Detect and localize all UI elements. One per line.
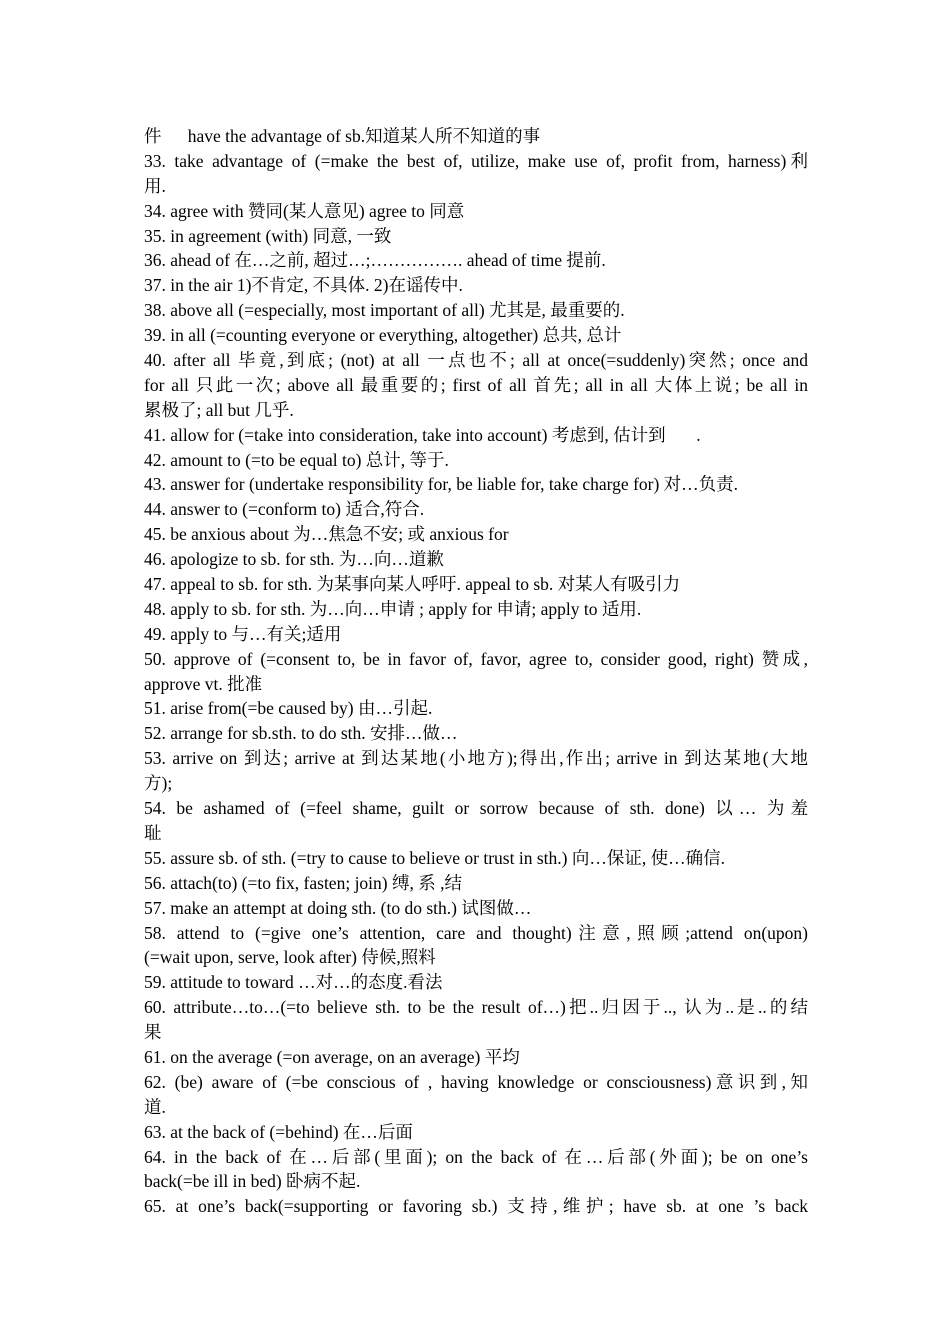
text-line: 58. attend to (=give one’s attention, care and thought)注意,照顾;attend on(upon) (144, 922, 808, 943)
text-line: 45. be anxious about 为…焦急不安; 或 anxious for (144, 524, 509, 545)
text-line: 51. arise from(=be caused by) 由…引起. (144, 698, 433, 719)
text-line: for all 只此一次; above all 最重要的; first of all 首先; all in all 大体上说; be all in (144, 374, 808, 395)
text-line: 方); (144, 773, 173, 794)
text-line: 33. take advantage of (=make the best of, utilize, make use of, profit from, harness)利 (144, 150, 808, 171)
text-line: 43. answer for (undertake responsibility for, be liable for, take charge for) 对…负责. (144, 474, 739, 495)
text-line: 60. attribute…to…(=to believe sth. to be the result of…)把..归因于.., 认为..是..的结 (144, 997, 808, 1018)
text-line: 果 (144, 1022, 162, 1043)
text-line: 52. arrange for sb.sth. to do sth. 安排…做… (144, 723, 458, 744)
vocabulary-list (144, 124, 808, 1219)
text-line: 50. approve of (=consent to, be in favor of, favor, agree to, consider good, right) 赞成, (144, 648, 808, 669)
text-line: 59. attitude to toward …对…的态度.看法 (144, 972, 443, 993)
text-line: 累极了; all but 几乎. (144, 399, 294, 420)
text-line: 39. in all (=counting everyone or everything, altogether) 总共, 总计 (144, 325, 622, 346)
text-line: 35. in agreement (with) 同意, 一致 (144, 225, 392, 246)
text-line: 40. after all 毕竟,到底; (not) at all 一点也不; all at once(=suddenly)突然; once and (144, 350, 808, 371)
text-line: 36. ahead of 在…之前, 超过…;……………. ahead of time 提前. (144, 250, 606, 271)
text-line: 48. apply to sb. for sth. 为…向…申请 ; apply for 申请; apply to 适用. (144, 598, 642, 619)
text-line: 37. in the air 1)不肯定, 不具体. 2)在谣传中. (144, 275, 463, 296)
text-line: 47. appeal to sb. for sth. 为某事向某人呼吁. appeal to sb. 对某人有吸引力 (144, 574, 681, 595)
text-line: 56. attach(to) (=to fix, fasten; join) 缚, 系 ,结 (144, 872, 462, 893)
text-line: 55. assure sb. of sth. (=try to cause to believe or trust in sth.) 向…保证, 使…确信. (144, 847, 725, 868)
text-line: 64. in the back of 在…后部(里面); on the back of 在…后部(外面); be on one’s (144, 1146, 808, 1167)
text-line: 38. above all (=especially, most important of all) 尤其是, 最重要的. (144, 300, 625, 321)
text-line: 42. amount to (=to be equal to) 总计, 等于. (144, 449, 449, 470)
text-line: 65. at one’s back(=supporting or favoring sb.) 支持,维护; have sb. at one ’s back (144, 1196, 808, 1217)
text-line: 53. arrive on 到达; arrive at 到达某地(小地方);得出,作出; arrive in 到达某地(大地 (144, 748, 808, 769)
text-line: 49. apply to 与…有关;适用 (144, 623, 342, 644)
text-line: approve vt. 批准 (144, 673, 263, 694)
text-line: 用. (144, 175, 166, 196)
text-line: 61. on the average (=on average, on an average) 平均 (144, 1046, 520, 1067)
text-line: 道. (144, 1096, 166, 1117)
text-line: 耻 (144, 822, 162, 843)
text-line: 41. allow for (=take into consideration, take into account) 考虑到, 估计到 . (144, 424, 701, 445)
text-line: 件 have the advantage of sb.知道某人所不知道的事 (144, 126, 541, 146)
text-line: 44. answer to (=conform to) 适合,符合. (144, 499, 425, 520)
text-line: 62. (be) aware of (=be conscious of , having knowledge or consciousness)意识到,知 (144, 1071, 808, 1092)
text-line: 57. make an attempt at doing sth. (to do sth.) 试图做… (144, 897, 532, 918)
text-line: 54. be ashamed of (=feel shame, guilt or sorrow because of sth. done) 以… 为羞 (144, 798, 808, 819)
text-line: back(=be ill in bed) 卧病不起. (144, 1171, 361, 1192)
text-line: 34. agree with 赞同(某人意见) agree to 同意 (144, 200, 465, 221)
text-line: 63. at the back of (=behind) 在…后面 (144, 1121, 413, 1142)
text-line: 46. apologize to sb. for sth. 为…向…道歉 (144, 549, 444, 570)
text-line: (=wait upon, serve, look after) 侍候,照料 (144, 947, 436, 968)
